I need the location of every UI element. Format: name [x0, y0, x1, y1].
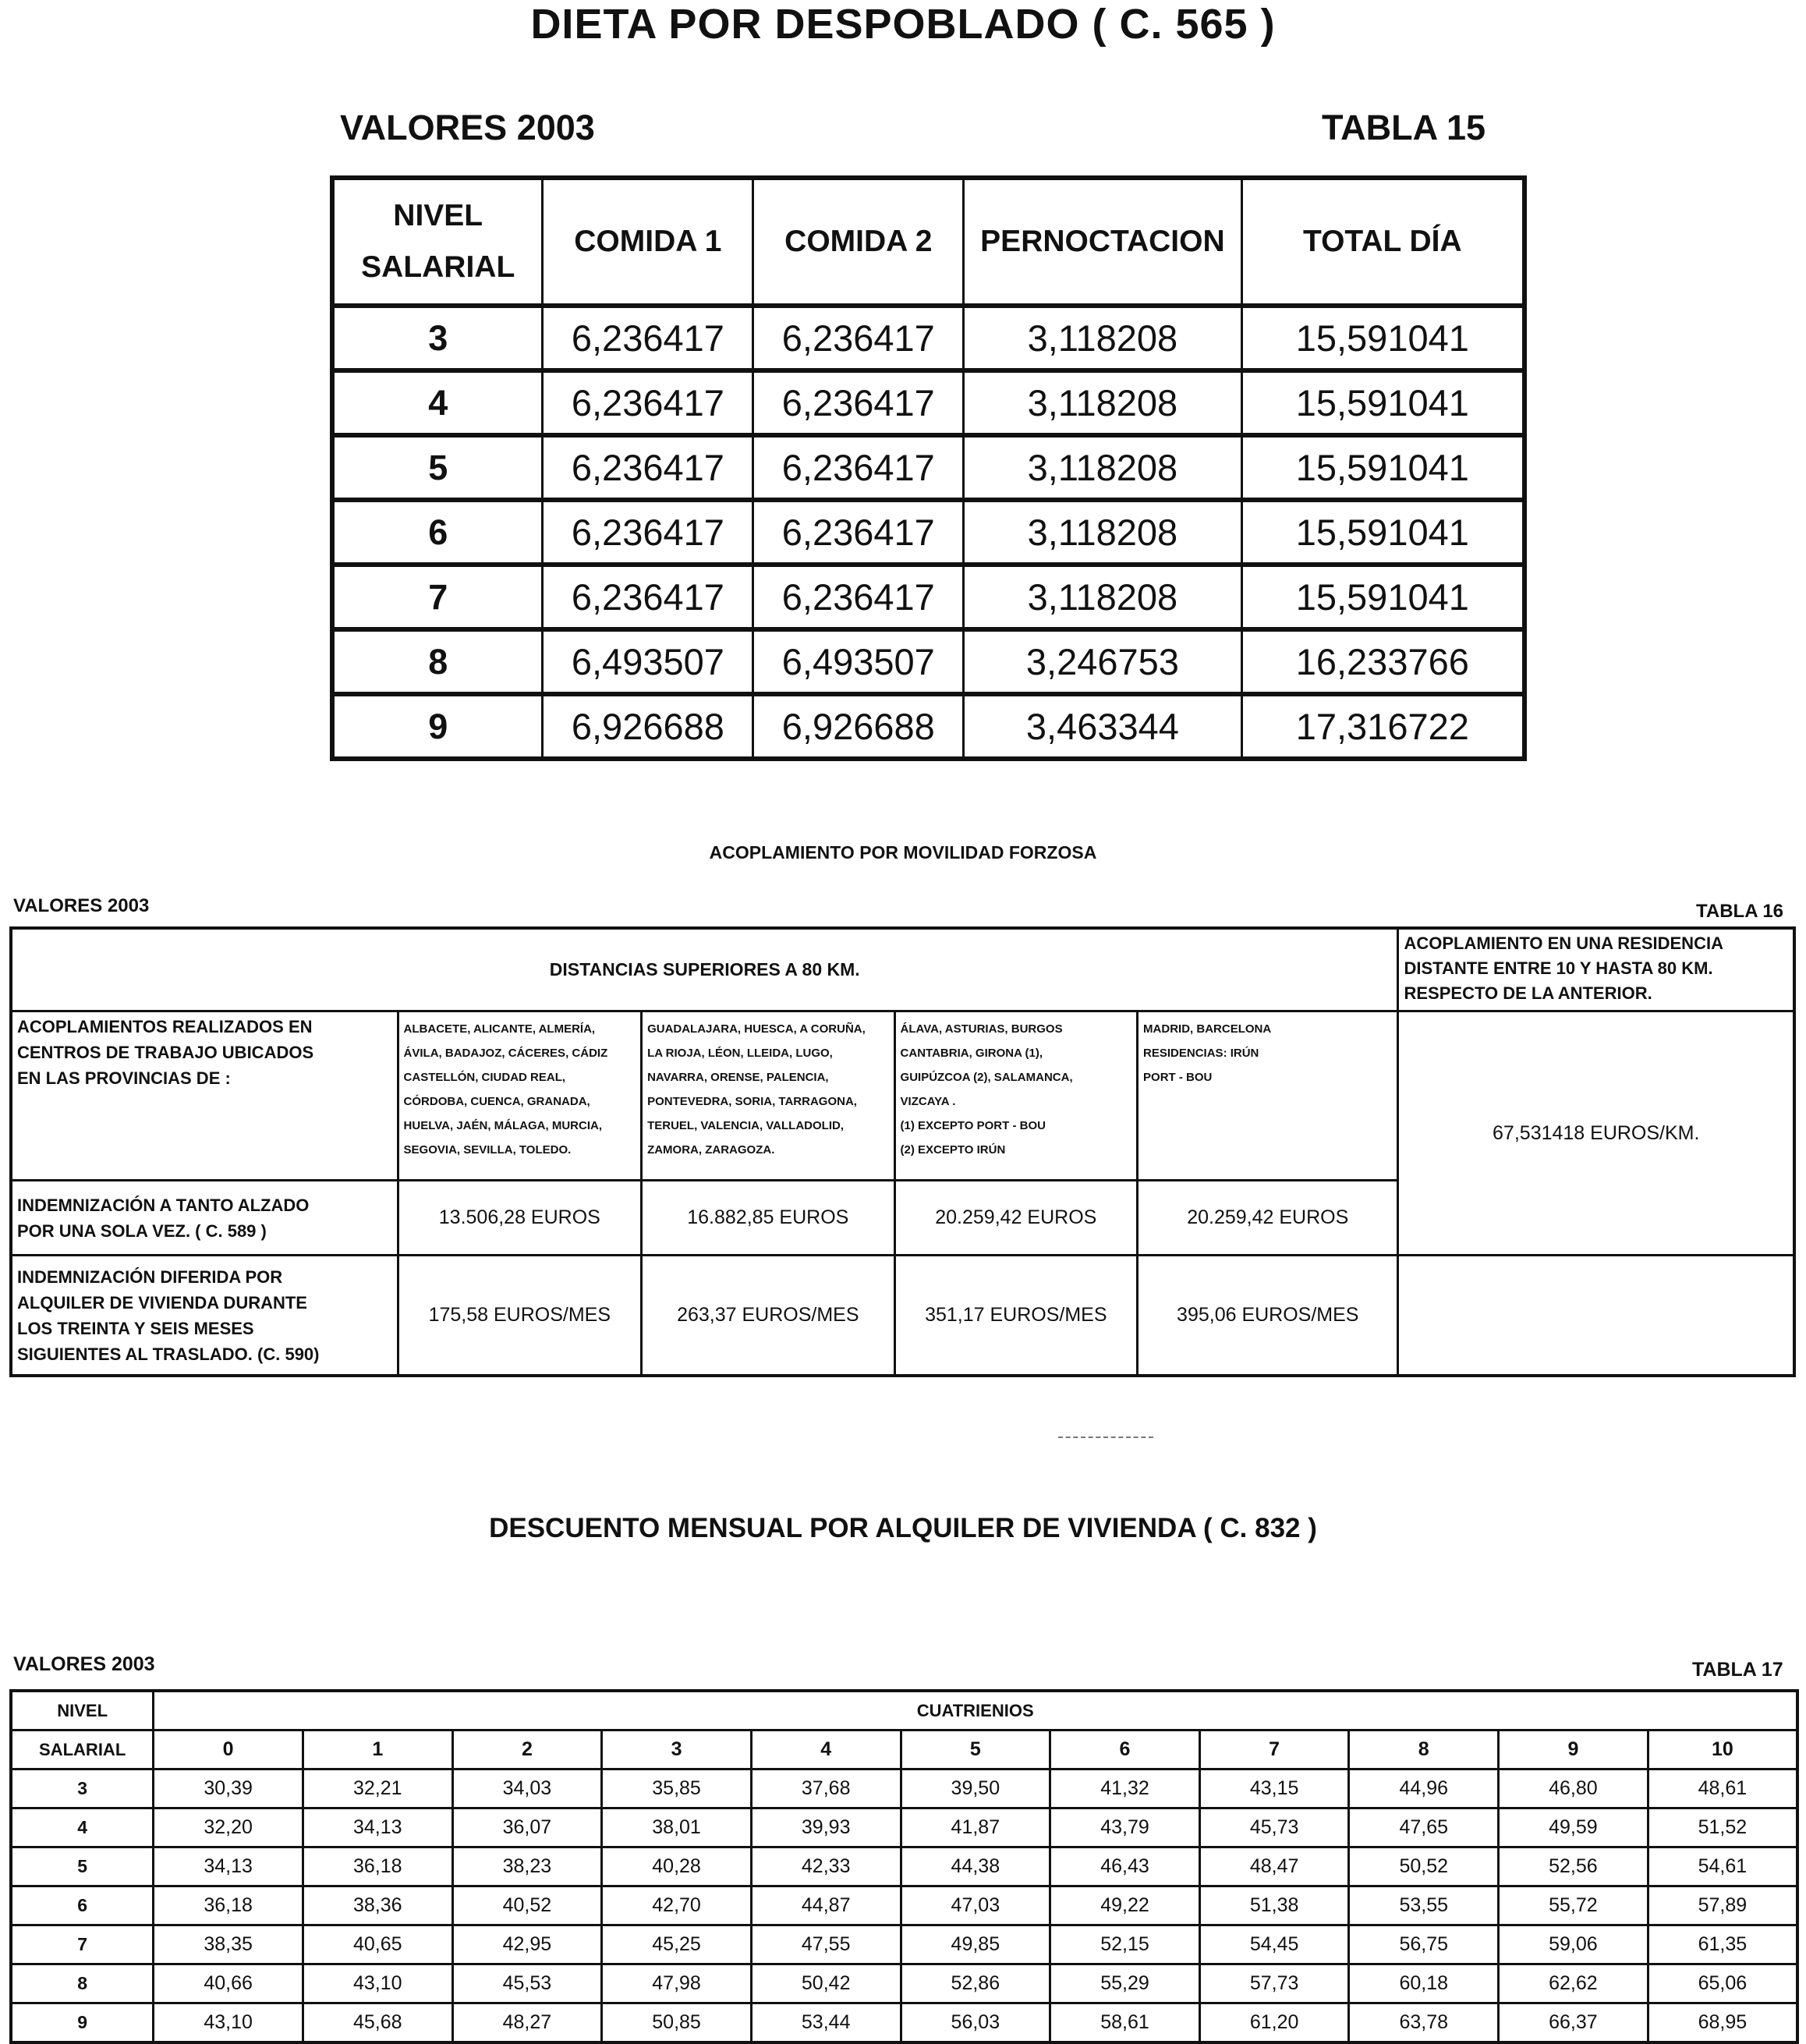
label-line: ALQUILER DE VIVIENDA DURANTE — [17, 1292, 307, 1312]
table17-descuento — [9, 1689, 1799, 2044]
value-cell: 53,55 — [1349, 1886, 1499, 1925]
nivel-header-line2: SALARIAL — [11, 1730, 154, 1769]
diferida-row-label — [11, 1256, 398, 1376]
residencia-header-line: RESPECTO DE LA ANTERIOR. — [1404, 983, 1652, 1003]
value-cell: 48,47 — [1199, 1847, 1349, 1886]
value-cell: 56,75 — [1349, 1925, 1499, 1964]
provincias-group-4 — [1138, 1011, 1398, 1181]
table16-provincias-row — [11, 1011, 1794, 1181]
value-cell: 49,22 — [1050, 1886, 1200, 1925]
value-cell: 41,87 — [901, 1808, 1050, 1847]
province-line: ÁLAVA, ASTURIAS, BURGOS — [900, 1022, 1063, 1036]
table-row — [11, 1769, 1797, 1808]
table16-year-label: VALORES 2003 — [13, 895, 150, 916]
value-cell: 42,33 — [751, 1847, 901, 1886]
table15-header-nivel — [332, 178, 543, 306]
nivel-cell: 4 — [11, 1808, 154, 1847]
provincias-group-2 — [642, 1011, 894, 1181]
table15-header-comida2: COMIDA 2 — [753, 178, 964, 306]
value-cell: 63,78 — [1349, 2003, 1499, 2043]
table-row — [332, 629, 1524, 694]
value-cell: 58,61 — [1050, 2003, 1200, 2043]
comida1-cell: 6,236417 — [543, 500, 753, 565]
total-cell: 17,316722 — [1241, 694, 1524, 759]
table-row — [332, 694, 1524, 759]
value-cell: 47,03 — [901, 1886, 1050, 1925]
value-cell: 43,10 — [154, 2003, 303, 2043]
table15-dieta — [330, 175, 1527, 761]
table17-title: DESCUENTO MENSUAL POR ALQUILER DE VIVIENDA ( C. 832 ) — [489, 1513, 1317, 1543]
table15-header-row — [332, 178, 1524, 306]
comida1-cell: 6,493507 — [543, 629, 753, 694]
table16-diferida-row — [11, 1256, 1794, 1376]
nivel-cell: 3 — [11, 1769, 154, 1808]
table-row — [11, 1925, 1797, 1964]
value-cell: 66,37 — [1499, 2003, 1648, 2043]
province-line: MADRID, BARCELONA — [1143, 1022, 1272, 1036]
province-line: PORT - BOU — [1143, 1071, 1213, 1085]
value-cell: 46,80 — [1499, 1769, 1648, 1808]
value-cell: 47,65 — [1349, 1808, 1499, 1847]
cuatrienio-column-header: 4 — [751, 1730, 901, 1769]
comida2-cell: 6,926688 — [753, 694, 964, 759]
nivel-line-1: NIVEL — [393, 199, 483, 232]
province-line: ÁVILA, BADAJOZ, CÁCERES, CÁDIZ — [403, 1047, 608, 1061]
value-cell: 54,45 — [1199, 1925, 1349, 1964]
alzado-value: 16.882,85 EUROS — [642, 1180, 894, 1256]
comida1-cell: 6,236417 — [543, 565, 753, 629]
table-row — [11, 1886, 1797, 1925]
value-cell: 36,18 — [303, 1847, 452, 1886]
value-cell: 62,62 — [1499, 1964, 1648, 2003]
province-line: (1) EXCEPTO PORT - BOU — [900, 1119, 1046, 1133]
comida2-cell: 6,236417 — [753, 306, 964, 370]
value-cell: 43,79 — [1050, 1808, 1200, 1847]
nivel-cell: 9 — [11, 2003, 154, 2043]
diferida-value: 351,17 EUROS/MES — [894, 1256, 1138, 1376]
table17-year-label: VALORES 2003 — [13, 1653, 155, 1675]
value-cell: 55,29 — [1050, 1964, 1200, 2003]
value-cell: 30,39 — [154, 1769, 303, 1808]
nivel-cell: 7 — [332, 565, 543, 629]
cuatrienio-column-header: 8 — [1349, 1730, 1499, 1769]
pernoctacion-cell: 3,118208 — [964, 565, 1241, 629]
nivel-cell: 6 — [11, 1886, 154, 1925]
value-cell: 46,43 — [1050, 1847, 1200, 1886]
residencia-header-line: ACOPLAMIENTO EN UNA RESIDENCIA — [1404, 933, 1723, 953]
nivel-cell: 4 — [332, 370, 543, 435]
value-cell: 49,85 — [901, 1925, 1050, 1964]
cuatrienio-column-header: 3 — [602, 1730, 752, 1769]
value-cell: 34,03 — [452, 1769, 602, 1808]
value-cell: 51,52 — [1648, 1808, 1797, 1847]
pernoctacion-cell: 3,118208 — [964, 435, 1241, 500]
value-cell: 40,28 — [602, 1847, 752, 1886]
nivel-cell: 7 — [11, 1925, 154, 1964]
comida2-cell: 6,493507 — [753, 629, 964, 694]
alzado-value: 20.259,42 EUROS — [894, 1180, 1138, 1256]
province-line: CANTABRIA, GIRONA (1), — [900, 1047, 1043, 1061]
cuatrienios-header: CUATRIENIOS — [154, 1691, 1797, 1730]
nivel-cell: 5 — [11, 1847, 154, 1886]
cuatrienio-column-header: 0 — [154, 1730, 303, 1769]
value-cell: 51,38 — [1199, 1886, 1349, 1925]
value-cell: 52,56 — [1499, 1847, 1648, 1886]
pernoctacion-cell: 3,246753 — [964, 629, 1241, 694]
value-cell: 40,66 — [154, 1964, 303, 2003]
page-title: DIETA POR DESPOBLADO ( C. 565 ) — [530, 1, 1276, 48]
value-cell: 38,01 — [602, 1808, 752, 1847]
cuatrienio-column-header: 10 — [1648, 1730, 1797, 1769]
value-cell: 57,89 — [1648, 1886, 1797, 1925]
value-cell: 52,86 — [901, 1964, 1050, 2003]
diferida-value: 263,37 EUROS/MES — [642, 1256, 894, 1376]
table-row — [11, 1847, 1797, 1886]
value-cell: 44,87 — [751, 1886, 901, 1925]
pernoctacion-cell: 3,463344 — [964, 694, 1241, 759]
province-line: GUADALAJARA, HUESCA, A CORUÑA, — [647, 1022, 866, 1036]
value-cell: 39,93 — [751, 1808, 901, 1847]
value-cell: 47,98 — [602, 1964, 752, 2003]
nivel-cell: 8 — [332, 629, 543, 694]
value-cell: 45,73 — [1199, 1808, 1349, 1847]
value-cell: 32,21 — [303, 1769, 452, 1808]
table15-header-pernoctacion: PERNOCTACION — [964, 178, 1241, 306]
label-line: CENTROS DE TRABAJO UBICADOS — [17, 1043, 314, 1063]
province-line: ALBACETE, ALICANTE, ALMERÍA, — [403, 1022, 596, 1036]
diferida-value: 395,06 EUROS/MES — [1138, 1256, 1398, 1376]
nivel-line-2: SALARIAL — [361, 250, 515, 284]
alzado-value: 20.259,42 EUROS — [1138, 1180, 1398, 1256]
province-line: GUIPÚZCOA (2), SALAMANCA, — [900, 1071, 1073, 1085]
value-cell: 50,42 — [751, 1964, 901, 2003]
value-cell: 34,13 — [154, 1847, 303, 1886]
value-cell: 61,35 — [1648, 1925, 1797, 1964]
value-cell: 50,52 — [1349, 1847, 1499, 1886]
cuatrienio-column-header: 1 — [303, 1730, 452, 1769]
value-cell: 36,18 — [154, 1886, 303, 1925]
table-row — [332, 435, 1524, 500]
table-row — [332, 306, 1524, 370]
table-row — [11, 1964, 1797, 2003]
total-cell: 15,591041 — [1241, 565, 1524, 629]
cuatrienio-column-header: 9 — [1499, 1730, 1648, 1769]
table15-header-total: TOTAL DÍA — [1241, 178, 1524, 306]
table17-number-label: TABLA 17 — [1692, 1659, 1783, 1681]
table-row — [11, 1808, 1797, 1847]
value-cell: 39,50 — [901, 1769, 1050, 1808]
province-line: NAVARRA, ORENSE, PALENCIA, — [647, 1071, 829, 1085]
distancias-header: DISTANCIAS SUPERIORES A 80 KM. — [11, 928, 1398, 1011]
pernoctacion-cell: 3,118208 — [964, 500, 1241, 565]
cuatrienio-column-header: 6 — [1050, 1730, 1200, 1769]
nivel-cell: 5 — [332, 435, 543, 500]
value-cell: 59,06 — [1499, 1925, 1648, 1964]
diferida-value: 175,58 EUROS/MES — [398, 1256, 642, 1376]
province-line: CASTELLÓN, CIUDAD REAL, — [403, 1071, 566, 1085]
value-cell: 50,85 — [602, 2003, 752, 2043]
nivel-cell: 6 — [332, 500, 543, 565]
table16-header-row — [11, 928, 1794, 1011]
value-cell: 38,36 — [303, 1886, 452, 1925]
province-line: SEGOVIA, SEVILLA, TOLEDO. — [403, 1143, 572, 1157]
divider — [1058, 1436, 1153, 1438]
value-cell: 32,20 — [154, 1808, 303, 1847]
province-line: LA RIOJA, LÉON, LLEIDA, LUGO, — [647, 1047, 833, 1061]
province-line: CÓRDOBA, CUENCA, GRANADA, — [403, 1095, 590, 1109]
comida2-cell: 6,236417 — [753, 370, 964, 435]
nivel-cell: 3 — [332, 306, 543, 370]
provincias-group-1 — [398, 1011, 642, 1181]
label-line: INDEMNIZACIÓN A TANTO ALZADO — [17, 1195, 310, 1215]
value-cell: 48,27 — [452, 2003, 602, 2043]
label-line: LOS TREINTA Y SEIS MESES — [17, 1318, 254, 1338]
value-cell: 36,07 — [452, 1808, 602, 1847]
province-line: TERUEL, VALENCIA, VALLADOLID, — [647, 1119, 845, 1133]
label-line: POR UNA SOLA VEZ. ( C. 589 ) — [17, 1220, 267, 1241]
cuatrienio-column-header: 7 — [1199, 1730, 1349, 1769]
alzado-row-label — [11, 1180, 398, 1256]
value-cell: 40,52 — [452, 1886, 602, 1925]
table17-columns-row — [11, 1730, 1797, 1769]
label-line: EN LAS PROVINCIAS DE : — [17, 1068, 231, 1089]
comida1-cell: 6,926688 — [543, 694, 753, 759]
value-cell: 42,95 — [452, 1925, 602, 1964]
label-line: SIGUIENTES AL TRASLADO. (C. 590) — [17, 1344, 320, 1364]
total-cell: 16,233766 — [1241, 629, 1524, 694]
nivel-header-line1: NIVEL — [11, 1691, 154, 1730]
nivel-cell: 8 — [11, 1964, 154, 2003]
province-line: HUELVA, JAÉN, MÁLAGA, MURCIA, — [403, 1119, 602, 1133]
cuatrienio-column-header: 2 — [452, 1730, 602, 1769]
province-line: ZAMORA, ZARAGOZA. — [647, 1143, 775, 1157]
table16-acoplamiento — [9, 926, 1796, 1377]
label-line: INDEMNIZACIÓN DIFERIDA POR — [17, 1266, 283, 1287]
residencia-value: 67,531418 EUROS/KM. — [1398, 1011, 1794, 1256]
table15-number-label: TABLA 15 — [1322, 108, 1486, 147]
table16-heading: ACOPLAMIENTO POR MOVILIDAD FORZOSA — [709, 842, 1097, 863]
province-line: RESIDENCIAS: IRÚN — [1143, 1047, 1259, 1061]
value-cell: 47,55 — [751, 1925, 901, 1964]
residencia-header-line: DISTANTE ENTRE 10 Y HASTA 80 KM. — [1404, 958, 1713, 978]
value-cell: 61,20 — [1199, 2003, 1349, 2043]
table-row — [11, 2003, 1797, 2043]
value-cell: 65,06 — [1648, 1964, 1797, 2003]
alzado-value: 13.506,28 EUROS — [398, 1180, 642, 1256]
label-line: ACOPLAMIENTOS REALIZADOS EN — [17, 1017, 313, 1037]
total-cell: 15,591041 — [1241, 435, 1524, 500]
value-cell: 43,15 — [1199, 1769, 1349, 1808]
value-cell: 35,85 — [602, 1769, 752, 1808]
provincias-row-label — [11, 1011, 398, 1181]
total-cell: 15,591041 — [1241, 500, 1524, 565]
comida1-cell: 6,236417 — [543, 306, 753, 370]
comida2-cell: 6,236417 — [753, 435, 964, 500]
value-cell: 56,03 — [901, 2003, 1050, 2043]
empty-cell — [1398, 1256, 1794, 1376]
comida1-cell: 6,236417 — [543, 370, 753, 435]
pernoctacion-cell: 3,118208 — [964, 306, 1241, 370]
total-cell: 15,591041 — [1241, 306, 1524, 370]
value-cell: 38,23 — [452, 1847, 602, 1886]
value-cell: 55,72 — [1499, 1886, 1648, 1925]
province-line: PONTEVEDRA, SORIA, TARRAGONA, — [647, 1095, 857, 1109]
nivel-cell: 9 — [332, 694, 543, 759]
residencia-header — [1398, 928, 1794, 1011]
value-cell: 34,13 — [303, 1808, 452, 1847]
value-cell: 53,44 — [751, 2003, 901, 2043]
value-cell: 38,35 — [154, 1925, 303, 1964]
value-cell: 57,73 — [1199, 1964, 1349, 2003]
value-cell: 41,32 — [1050, 1769, 1200, 1808]
table16-number-label: TABLA 16 — [1696, 901, 1784, 922]
value-cell: 60,18 — [1349, 1964, 1499, 2003]
value-cell: 44,38 — [901, 1847, 1050, 1886]
value-cell: 49,59 — [1499, 1808, 1648, 1847]
table-row — [332, 565, 1524, 629]
value-cell: 68,95 — [1648, 2003, 1797, 2043]
value-cell: 52,15 — [1050, 1925, 1200, 1964]
cuatrienio-column-header: 5 — [901, 1730, 1050, 1769]
total-cell: 15,591041 — [1241, 370, 1524, 435]
table-row — [332, 370, 1524, 435]
value-cell: 44,96 — [1349, 1769, 1499, 1808]
province-line: (2) EXCEPTO IRÚN — [900, 1143, 1006, 1157]
provincias-group-3 — [894, 1011, 1138, 1181]
value-cell: 45,53 — [452, 1964, 602, 2003]
comida1-cell: 6,236417 — [543, 435, 753, 500]
value-cell: 54,61 — [1648, 1847, 1797, 1886]
value-cell: 37,68 — [751, 1769, 901, 1808]
pernoctacion-cell: 3,118208 — [964, 370, 1241, 435]
table17-header-row — [11, 1691, 1797, 1730]
table-row — [332, 500, 1524, 565]
table15-year-label: VALORES 2003 — [340, 108, 595, 147]
value-cell: 43,10 — [303, 1964, 452, 2003]
table15-header-comida1: COMIDA 1 — [543, 178, 753, 306]
value-cell: 48,61 — [1648, 1769, 1797, 1808]
comida2-cell: 6,236417 — [753, 500, 964, 565]
province-line: VIZCAYA . — [900, 1095, 956, 1109]
value-cell: 45,68 — [303, 2003, 452, 2043]
value-cell: 45,25 — [602, 1925, 752, 1964]
value-cell: 42,70 — [602, 1886, 752, 1925]
value-cell: 40,65 — [303, 1925, 452, 1964]
comida2-cell: 6,236417 — [753, 565, 964, 629]
